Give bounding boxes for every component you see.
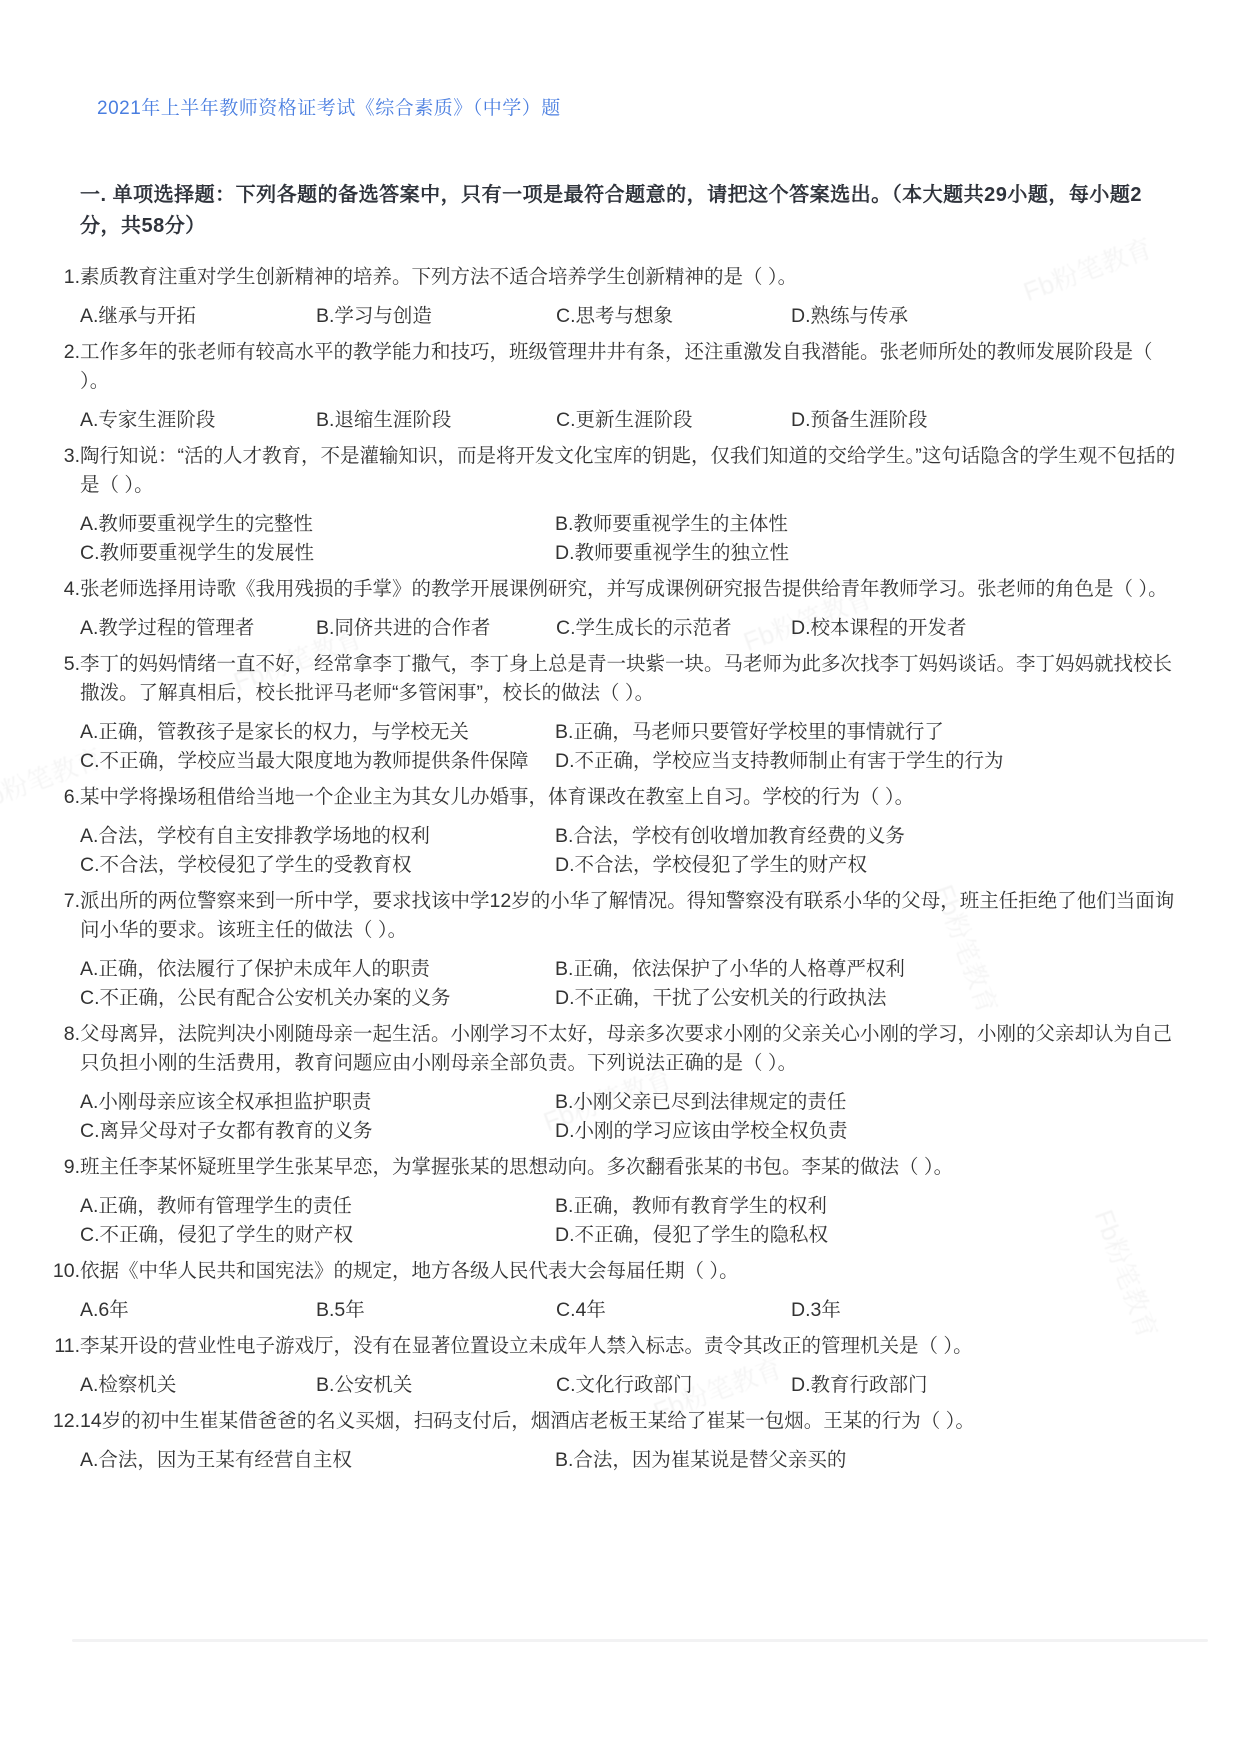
option-C: C.4年 <box>556 1299 606 1321</box>
option-C: C.思考与想象 <box>556 305 674 327</box>
question-stem <box>63 575 1180 604</box>
option-D: D.3年 <box>791 1299 841 1321</box>
question <box>63 783 1180 880</box>
question-options <box>80 822 1180 880</box>
option-B: B.退缩生涯阶段 <box>316 409 452 431</box>
question <box>63 442 1180 568</box>
question <box>52 1407 1180 1475</box>
question-stem <box>63 1153 1180 1182</box>
question-number: 2. <box>63 341 80 363</box>
question <box>63 338 1180 435</box>
question-number: 7. <box>63 890 80 912</box>
question-options <box>80 955 1180 1013</box>
option-A: A.小刚母亲应该全权承担监护职责 <box>80 1091 372 1113</box>
question-text: 班主任李某怀疑班里学生张某早恋，为掌握张某的思想动向。多次翻看张某的书包。李某的做法（ ）。 <box>80 1156 954 1178</box>
page-title: 2021年上半年教师资格证考试《综合素质》（中学）题 <box>97 98 561 119</box>
question-stem <box>63 887 1180 945</box>
option-A: A.教学过程的管理者 <box>80 617 255 639</box>
option-C: C.不合法，学校侵犯了学生的受教育权 <box>80 854 412 876</box>
option-B: B.学习与创造 <box>316 305 432 327</box>
option-B: B.教师要重视学生的主体性 <box>555 513 788 535</box>
question-options <box>80 718 1180 776</box>
option-A: A.继承与开拓 <box>80 305 196 327</box>
question-stem <box>63 442 1180 500</box>
option-A: A.专家生涯阶段 <box>80 409 216 431</box>
question-stem <box>63 263 1180 292</box>
option-A: A.正确，教师有管理学生的责任 <box>80 1195 352 1217</box>
option-B: B.小刚父亲已尽到法律规定的责任 <box>555 1091 847 1113</box>
option-C: C.不正确，学校应当最大限度地为教师提供条件保障 <box>80 750 529 772</box>
option-D: D.不合法，学校侵犯了学生的财产权 <box>555 854 868 876</box>
question-text: 李某开设的营业性电子游戏厅，没有在显著位置设立未成年人禁入标志。责令其改正的管理机关是（ ）。 <box>80 1335 973 1357</box>
section-heading: 一. 单项选择题：下列各题的备选答案中，只有一项是最符合题意的，请把这个答案选出。（本大题共29小题，每小题2分，共58分） <box>80 184 1142 237</box>
question-stem <box>63 338 1180 396</box>
question <box>63 1153 1180 1250</box>
question-options <box>80 1088 1180 1146</box>
question-text: 李丁的妈妈情绪一直不好，经常拿李丁撒气，李丁身上总是青一块紫一块。马老师为此多次找李丁妈妈谈话。李丁妈妈就找校长撒泼。了解真相后，校长批评马老师“多管闲事”，校长的做法（ ）。 <box>80 653 1173 704</box>
question-text: 依据《中华人民共和国宪法》的规定，地方各级人民代表大会每届任期（ ）。 <box>80 1260 739 1282</box>
question-stem <box>52 1407 1180 1436</box>
option-B: B.同侪共进的合作者 <box>316 617 491 639</box>
question-options <box>80 1296 1180 1325</box>
question-text: 陶行知说：“活的人才教育，不是灌输知识，而是将开发文化宝库的钥匙，仅我们知道的交给学生。”这句话隐含的学生观不包括的是（ ）。 <box>80 445 1176 496</box>
question-number: 3. <box>63 445 80 467</box>
question-options <box>80 1446 1180 1475</box>
question <box>63 263 1180 331</box>
option-C: C.不正确，公民有配合公安机关办案的义务 <box>80 987 451 1009</box>
option-D: D.不正确，干扰了公安机关的行政执法 <box>555 987 887 1009</box>
option-B: B.正确，教师有教育学生的权利 <box>555 1195 827 1217</box>
option-C: C.离异父母对子女都有教育的义务 <box>80 1120 373 1142</box>
option-D: D.教师要重视学生的独立性 <box>555 542 790 564</box>
question <box>54 1332 1180 1400</box>
option-D: D.不正确，学校应当支持教师制止有害于学生的行为 <box>555 750 1004 772</box>
option-B: B.正确，马老师只要管好学校里的事情就行了 <box>555 721 944 743</box>
option-B: B.合法，因为崔某说是替父亲买的 <box>555 1449 847 1471</box>
question-number: 11. <box>54 1335 80 1357</box>
question-number: 5. <box>63 653 80 675</box>
question-text: 素质教育注重对学生创新精神的培养。下列方法不适合培养学生创新精神的是（ ）。 <box>80 266 798 288</box>
question-number: 10. <box>52 1260 80 1282</box>
question <box>52 1257 1180 1325</box>
option-D: D.熟练与传承 <box>791 305 909 327</box>
question-list <box>52 263 1180 1475</box>
option-C: C.文化行政部门 <box>556 1374 693 1396</box>
page-divider <box>72 1639 1208 1642</box>
question-options <box>80 614 1180 643</box>
question-stem <box>63 1020 1180 1078</box>
question-number: 1. <box>63 266 80 288</box>
question-stem <box>54 1332 1180 1361</box>
question-text: 张老师选择用诗歌《我用残损的手掌》的教学开展课例研究，并写成课例研究报告提供给青年教师学习。张老师的角色是（ ）。 <box>80 578 1168 600</box>
question <box>63 1020 1180 1146</box>
option-A: A.检察机关 <box>80 1374 177 1396</box>
question-text: 派出所的两位警察来到一所中学，要求找该中学12岁的小华了解情况。得知警察没有联系小华的父母，班主任拒绝了他们当面询问小华的要求。该班主任的做法（ ）。 <box>80 890 1175 941</box>
question-number: 12. <box>52 1410 80 1432</box>
question <box>63 650 1180 776</box>
question <box>63 575 1180 643</box>
question-number: 4. <box>63 578 80 600</box>
question-options <box>80 406 1180 435</box>
option-C: C.不正确，侵犯了学生的财产权 <box>80 1224 354 1246</box>
question-options <box>80 1371 1180 1400</box>
option-D: D.教育行政部门 <box>791 1374 928 1396</box>
option-D: D.小刚的学习应该由学校全权负责 <box>555 1120 848 1142</box>
option-A: A.合法，学校有自主安排教学场地的权利 <box>80 825 430 847</box>
question-stem <box>63 650 1180 708</box>
question-text: 某中学将操场租借给当地一个企业主为其女儿办婚事，体育课改在教室上自习。学校的行为（ ）。 <box>80 786 915 808</box>
option-A: A.6年 <box>80 1299 129 1321</box>
option-A: A.合法，因为王某有经营自主权 <box>80 1449 352 1471</box>
option-A: A.正确，管教孩子是家长的权力，与学校无关 <box>80 721 469 743</box>
option-D: D.预备生涯阶段 <box>791 409 928 431</box>
option-D: D.不正确，侵犯了学生的隐私权 <box>555 1224 829 1246</box>
question-number: 6. <box>63 786 80 808</box>
question <box>63 887 1180 1013</box>
question-number: 8. <box>63 1023 80 1045</box>
option-D: D.校本课程的开发者 <box>791 617 967 639</box>
question-text: 工作多年的张老师有较高水平的教学能力和技巧，班级管理井井有条，还注重激发自我潜能。张老师所处的教师发展阶段是（ ）。 <box>80 341 1153 392</box>
option-B: B.5年 <box>316 1299 365 1321</box>
option-A: A.教师要重视学生的完整性 <box>80 513 313 535</box>
option-C: C.教师要重视学生的发展性 <box>80 542 315 564</box>
option-C: C.更新生涯阶段 <box>556 409 693 431</box>
question-stem <box>52 1257 1180 1286</box>
question-options <box>80 510 1180 568</box>
question-options <box>80 1192 1180 1250</box>
option-B: B.公安机关 <box>316 1374 413 1396</box>
option-B: B.合法，学校有创收增加教育经费的义务 <box>555 825 905 847</box>
question-stem <box>63 783 1180 812</box>
question-options <box>80 302 1180 331</box>
question-text: 父母离异，法院判决小刚随母亲一起生活。小刚学习不太好，母亲多次要求小刚的父亲关心小刚的学习，小刚的父亲却认为自己只负担小刚的生活费用，教育问题应由小刚母亲全部负责。下列说法正确的是（ ）。 <box>80 1023 1173 1074</box>
option-C: C.学生成长的示范者 <box>556 617 732 639</box>
option-A: A.正确，依法履行了保护未成年人的职责 <box>80 958 430 980</box>
option-B: B.正确，依法保护了小华的人格尊严权利 <box>555 958 905 980</box>
question-number: 9. <box>63 1156 80 1178</box>
question-text: 14岁的初中生崔某借爸爸的名义买烟，扫码支付后，烟酒店老板王某给了崔某一包烟。王某的行为（ ）。 <box>80 1410 975 1432</box>
